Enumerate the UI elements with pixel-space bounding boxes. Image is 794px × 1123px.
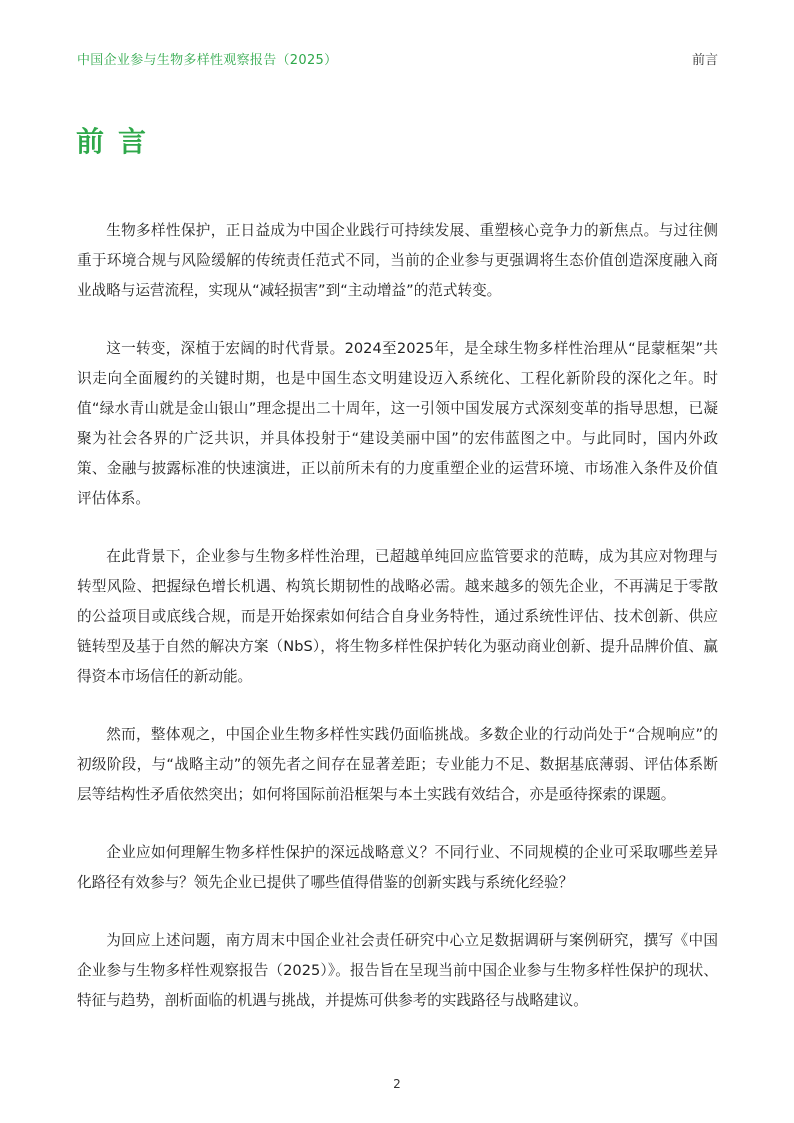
paragraph: 在此背景下，企业参与生物多样性治理，已超越单纯回应监管要求的范畴，成为其应对物理与转型风险、把握绿色增长机遇、构筑长期韧性的战略必需。越来越多的领先企业，不再满足于零散的公益项目或底线合规，而是开始探索如何结合自身业务特性，通过系统性评估、技术创新、供应链转型及基于自然的解决方案（NbS），将生物多样性保护转化为驱动商业创新、提升品牌价值、赢得资本市场信任的新动能。 — [77, 548, 718, 685]
page-number: 2 — [393, 1077, 401, 1091]
paragraph: 然而，整体观之，中国企业生物多样性实践仍面临挑战。多数企业的行动尚处于“合规响应”的初级阶段，与“战略主动”的领先者之间存在显著差距；专业能力不足、数据基底薄弱、评估体系断层等结构性矛盾依然突出；如何将国际前沿框架与本土实践有效结合，亦是亟待探索的课题。 — [77, 726, 718, 803]
header-section-label: 前言 — [691, 53, 718, 68]
report-header-title: 中国企业参与生物多样性观察报告（2025） — [77, 53, 338, 68]
paragraph: 企业应如何理解生物多样性保护的深远战略意义？不同行业、不同规模的企业可采取哪些差异化路径有效参与？领先企业已提供了哪些值得借鉴的创新实践与系统化经验？ — [77, 844, 718, 891]
page-title: 前言 — [76, 125, 161, 158]
paragraph: 为回应上述问题，南方周末中国企业社会责任研究中心立足数据调研与案例研究，撰写《中国企业参与生物多样性观察报告（2025）》。报告旨在呈现当前中国企业参与生物多样性保护的现状、特征与趋势，剖析面临的机遇与挑战，并提炼可供参考的实践路径与战略建议。 — [77, 932, 718, 1009]
preface-body — [77, 216, 718, 1044]
paragraph: 生物多样性保护，正日益成为中国企业践行可持续发展、重塑核心竞争力的新焦点。与过往侧重于环境合规与风险缓解的传统责任范式不同，当前的企业参与更强调将生态价值创造深度融入商业战略与运营流程，实现从“减轻损害”到“主动增益”的范式转变。 — [77, 222, 718, 299]
paragraph: 这一转变，深植于宏阔的时代背景。2024至2025年，是全球生物多样性治理从“昆蒙框架”共识走向全面履约的关键时期，也是中国生态文明建设迈入系统化、工程化新阶段的深化之年。时值“绿水青山就是金山银山”理念提出二十周年，这一引领中国发展方式深刻变革的指导思想，已凝聚为社会各界的广泛共识，并具体投射于“建设美丽中国”的宏伟蓝图之中。与此同时，国内外政策、金融与披露标准的快速演进，正以前所未有的力度重塑企业的运营环境、市场准入条件及价值评估体系。 — [77, 340, 718, 507]
